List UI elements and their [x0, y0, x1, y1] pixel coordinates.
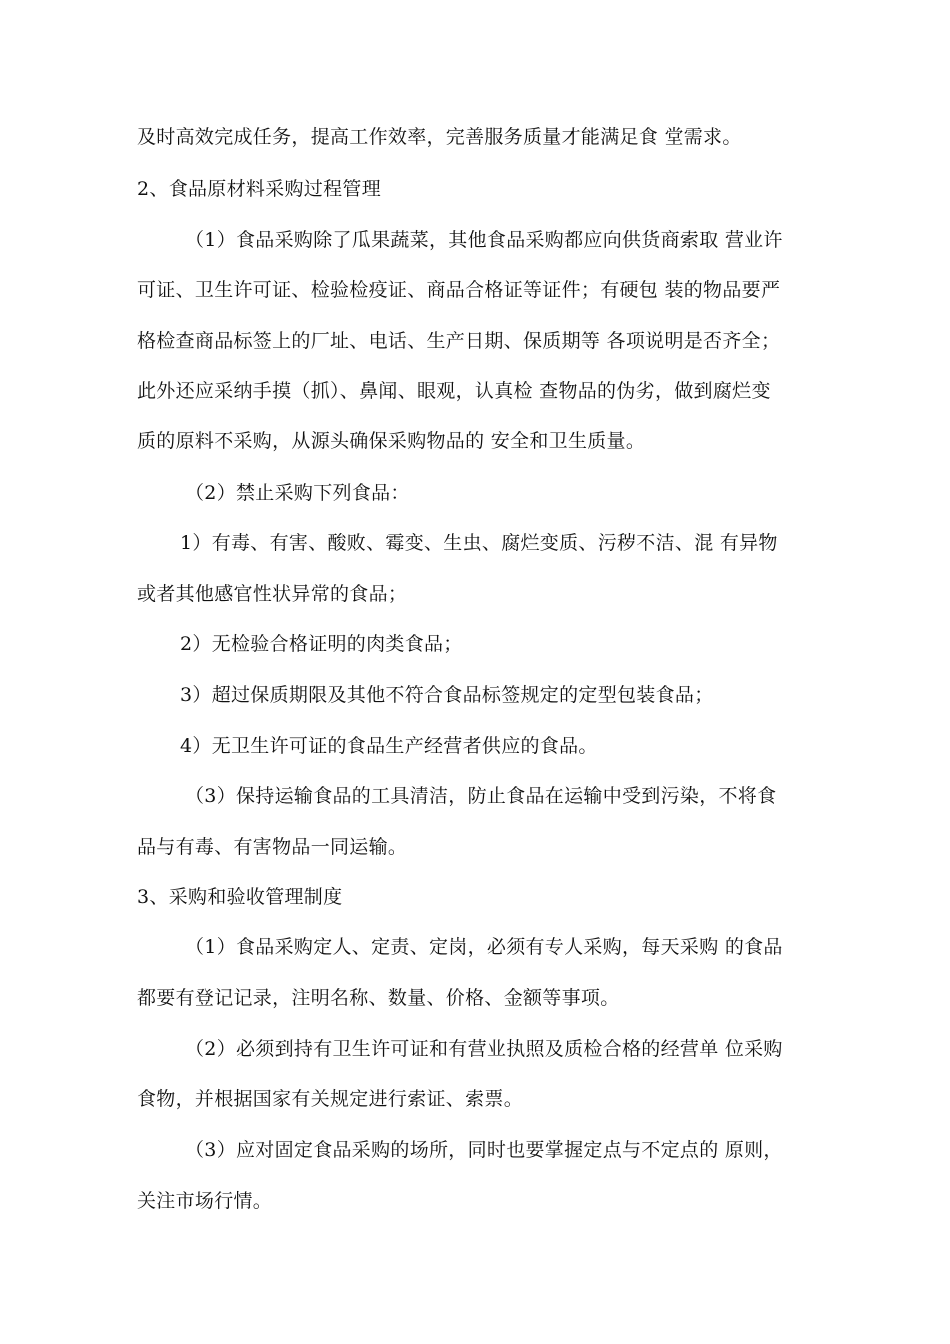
paragraph-line: （2）必须到持有卫生许可证和有营业执照及质检合格的经营单 位采购	[185, 1038, 783, 1060]
paragraph-line: 食物，并根据国家有关规定进行索证、索票。	[137, 1088, 524, 1110]
paragraph-line: 关注市场行情。	[137, 1190, 273, 1212]
list-item: 2）无检验合格证明的肉类食品；	[180, 633, 463, 655]
paragraph-line: 或者其他感官性状异常的食品；	[137, 583, 408, 605]
paragraph-line: （3）应对固定食品采购的场所，同时也要掌握定点与不定点的 原则，	[185, 1139, 783, 1161]
section-heading: 2、食品原材料采购过程管理	[137, 178, 381, 200]
paragraph-line: 此外还应采纳手摸（抓）、鼻闻、眼观，认真检 查物品的伪劣，做到腐烂变	[137, 380, 771, 402]
list-item: 3）超过保质期限及其他不符合食品标签规定的定型包装食品；	[180, 684, 714, 706]
paragraph-line: （1）食品采购定人、定责、定岗，必须有专人采购，每天采购 的食品	[185, 936, 783, 958]
paragraph-line: 都要有登记记录，注明名称、数量、价格、金额等事项。	[137, 987, 620, 1009]
section-heading: 3、采购和验收管理制度	[137, 886, 343, 908]
paragraph-line: （3）保持运输食品的工具清洁，防止食品在运输中受到污染，不将食	[185, 785, 777, 807]
paragraph-line: 可证、卫生许可证、检验检疫证、商品合格证等证件；有硬包 装的物品要严	[137, 279, 781, 301]
list-item: 1）有毒、有害、酸败、霉变、生虫、腐烂变质、污秽不洁、混 有异物	[180, 532, 778, 554]
paragraph-line: 质的原料不采购，从源头确保采购物品的 安全和卫生质量。	[137, 430, 646, 452]
paragraph-line: （1）食品采购除了瓜果蔬菜，其他食品采购都应向供货商索取 营业许	[185, 229, 783, 251]
paragraph-line: 格检查商品标签上的厂址、电话、生产日期、保质期等 各项说明是否齐全；	[137, 330, 781, 352]
paragraph-line: （2）禁止采购下列食品：	[185, 482, 410, 504]
list-item: 4）无卫生许可证的食品生产经营者供应的食品。	[180, 735, 598, 757]
paragraph-line: 及时高效完成任务，提高工作效率，完善服务质量才能满足食 堂需求。	[137, 126, 742, 148]
paragraph-line: 品与有毒、有害物品一同运输。	[137, 836, 408, 858]
